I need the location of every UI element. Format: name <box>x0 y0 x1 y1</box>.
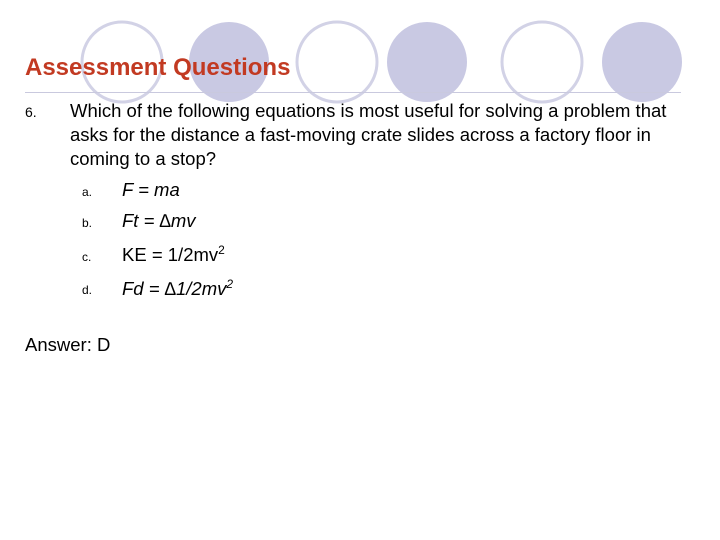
answer-text: Answer: D <box>25 334 111 355</box>
decorative-circle-outline <box>297 22 377 102</box>
superscript: 2 <box>226 277 234 291</box>
option-letter: d. <box>82 283 93 297</box>
superscript: 2 <box>218 243 225 257</box>
option-letter: a. <box>82 185 93 199</box>
option-text: F = ma <box>122 179 180 200</box>
question-text: Which of the following equations is most useful for solving a problem that asks for the distance a fast-moving crate slides across a factory floor in coming to a stop? <box>70 100 667 169</box>
decorative-circle-filled <box>387 22 467 102</box>
decorative-circle-filled <box>602 22 682 102</box>
question-number: 6. <box>25 104 37 120</box>
option-letter: c. <box>82 250 92 264</box>
option-text: KE = $1/2mv^2$ <box>122 243 225 265</box>
option-letter: b. <box>82 216 93 230</box>
title-divider <box>25 92 681 93</box>
decorative-circle-outline <box>502 22 582 102</box>
option-text: Ft = ∆mv <box>122 210 196 231</box>
option-text: $Fd = \Delta 1/2mv^2$ <box>122 277 234 299</box>
slide-title: Assessment Questions <box>25 54 291 81</box>
